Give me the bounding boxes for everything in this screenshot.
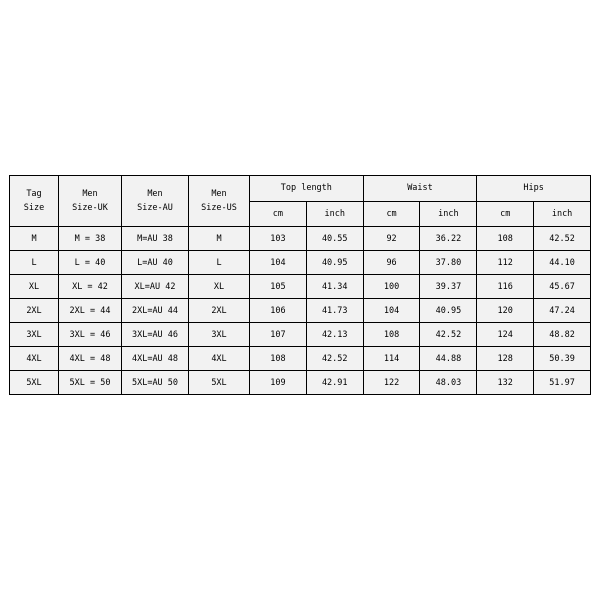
cell-size-us: M: [189, 227, 250, 251]
cell-size-us: 3XL: [189, 323, 250, 347]
cell-waist-cm: 104: [363, 299, 420, 323]
cell-hips-inch: 44.10: [534, 251, 591, 275]
cell-hips-inch: 42.52: [534, 227, 591, 251]
cell-hips-inch: 50.39: [534, 347, 591, 371]
cell-waist-inch: 44.88: [420, 347, 477, 371]
cell-top-length-inch: 42.91: [306, 371, 363, 395]
header-hips-inch: inch: [534, 201, 591, 227]
header-tag-size-line1: Tag: [26, 189, 42, 199]
table-row: [10, 275, 591, 299]
cell-top-length-inch: 40.95: [306, 251, 363, 275]
header-tag-size: [10, 176, 59, 227]
cell-top-length-cm: 109: [250, 371, 307, 395]
cell-size-uk: 4XL = 48: [59, 347, 122, 371]
cell-size-au: L=AU 40: [122, 251, 189, 275]
cell-waist-cm: 92: [363, 227, 420, 251]
cell-waist-cm: 100: [363, 275, 420, 299]
cell-size-uk: 5XL = 50: [59, 371, 122, 395]
header-men-size-us-line1: Men: [211, 189, 227, 199]
table-row: [10, 347, 591, 371]
cell-top-length-cm: 105: [250, 275, 307, 299]
cell-waist-cm: 114: [363, 347, 420, 371]
table-header-row-1: [10, 176, 591, 202]
header-hips: Hips: [477, 176, 591, 202]
size-chart-table: [9, 175, 591, 395]
cell-hips-inch: 48.82: [534, 323, 591, 347]
table-row: [10, 251, 591, 275]
cell-hips-cm: 116: [477, 275, 534, 299]
cell-size-au: 5XL=AU 50: [122, 371, 189, 395]
cell-size-uk: 3XL = 46: [59, 323, 122, 347]
cell-size-uk: M = 38: [59, 227, 122, 251]
header-top-length: Top length: [250, 176, 364, 202]
cell-waist-inch: 37.80: [420, 251, 477, 275]
cell-tag-size: L: [10, 251, 59, 275]
header-waist: Waist: [363, 176, 477, 202]
cell-hips-cm: 108: [477, 227, 534, 251]
cell-tag-size: XL: [10, 275, 59, 299]
cell-size-us: L: [189, 251, 250, 275]
cell-size-uk: XL = 42: [59, 275, 122, 299]
cell-size-us: 2XL: [189, 299, 250, 323]
cell-top-length-inch: 40.55: [306, 227, 363, 251]
cell-waist-inch: 42.52: [420, 323, 477, 347]
cell-size-au: XL=AU 42: [122, 275, 189, 299]
cell-waist-cm: 108: [363, 323, 420, 347]
cell-top-length-inch: 42.13: [306, 323, 363, 347]
header-men-size-au: [122, 176, 189, 227]
table-row: [10, 299, 591, 323]
cell-top-length-inch: 41.34: [306, 275, 363, 299]
header-men-size-us: [189, 176, 250, 227]
cell-top-length-cm: 106: [250, 299, 307, 323]
cell-top-length-inch: 42.52: [306, 347, 363, 371]
header-tag-size-line2: Size: [23, 203, 45, 213]
cell-top-length-cm: 104: [250, 251, 307, 275]
cell-hips-cm: 112: [477, 251, 534, 275]
cell-size-uk: L = 40: [59, 251, 122, 275]
header-waist-inch: inch: [420, 201, 477, 227]
cell-size-au: 4XL=AU 48: [122, 347, 189, 371]
cell-hips-cm: 128: [477, 347, 534, 371]
cell-top-length-cm: 107: [250, 323, 307, 347]
cell-size-us: XL: [189, 275, 250, 299]
cell-size-uk: 2XL = 44: [59, 299, 122, 323]
header-men-size-uk-line2: Size-UK: [72, 203, 108, 213]
header-hips-cm: cm: [477, 201, 534, 227]
cell-hips-inch: 47.24: [534, 299, 591, 323]
cell-waist-inch: 48.03: [420, 371, 477, 395]
header-top-length-cm: cm: [250, 201, 307, 227]
header-men-size-au-line1: Men: [147, 189, 163, 199]
cell-top-length-inch: 41.73: [306, 299, 363, 323]
cell-waist-inch: 39.37: [420, 275, 477, 299]
cell-tag-size: 3XL: [10, 323, 59, 347]
cell-tag-size: 4XL: [10, 347, 59, 371]
cell-top-length-cm: 108: [250, 347, 307, 371]
header-men-size-uk: [59, 176, 122, 227]
cell-hips-cm: 132: [477, 371, 534, 395]
cell-size-au: M=AU 38: [122, 227, 189, 251]
cell-waist-inch: 36.22: [420, 227, 477, 251]
header-waist-cm: cm: [363, 201, 420, 227]
cell-size-au: 3XL=AU 46: [122, 323, 189, 347]
cell-hips-inch: 51.97: [534, 371, 591, 395]
table-row: [10, 371, 591, 395]
header-top-length-inch: inch: [306, 201, 363, 227]
cell-waist-cm: 96: [363, 251, 420, 275]
cell-tag-size: 2XL: [10, 299, 59, 323]
cell-tag-size: 5XL: [10, 371, 59, 395]
cell-size-us: 5XL: [189, 371, 250, 395]
table-row: [10, 227, 591, 251]
cell-waist-cm: 122: [363, 371, 420, 395]
cell-tag-size: M: [10, 227, 59, 251]
table-row: [10, 323, 591, 347]
header-men-size-us-line2: Size-US: [201, 203, 237, 213]
cell-hips-inch: 45.67: [534, 275, 591, 299]
cell-size-us: 4XL: [189, 347, 250, 371]
header-men-size-uk-line1: Men: [82, 189, 98, 199]
cell-top-length-cm: 103: [250, 227, 307, 251]
cell-hips-cm: 124: [477, 323, 534, 347]
cell-waist-inch: 40.95: [420, 299, 477, 323]
cell-hips-cm: 120: [477, 299, 534, 323]
header-men-size-au-line2: Size-AU: [137, 203, 173, 213]
cell-size-au: 2XL=AU 44: [122, 299, 189, 323]
